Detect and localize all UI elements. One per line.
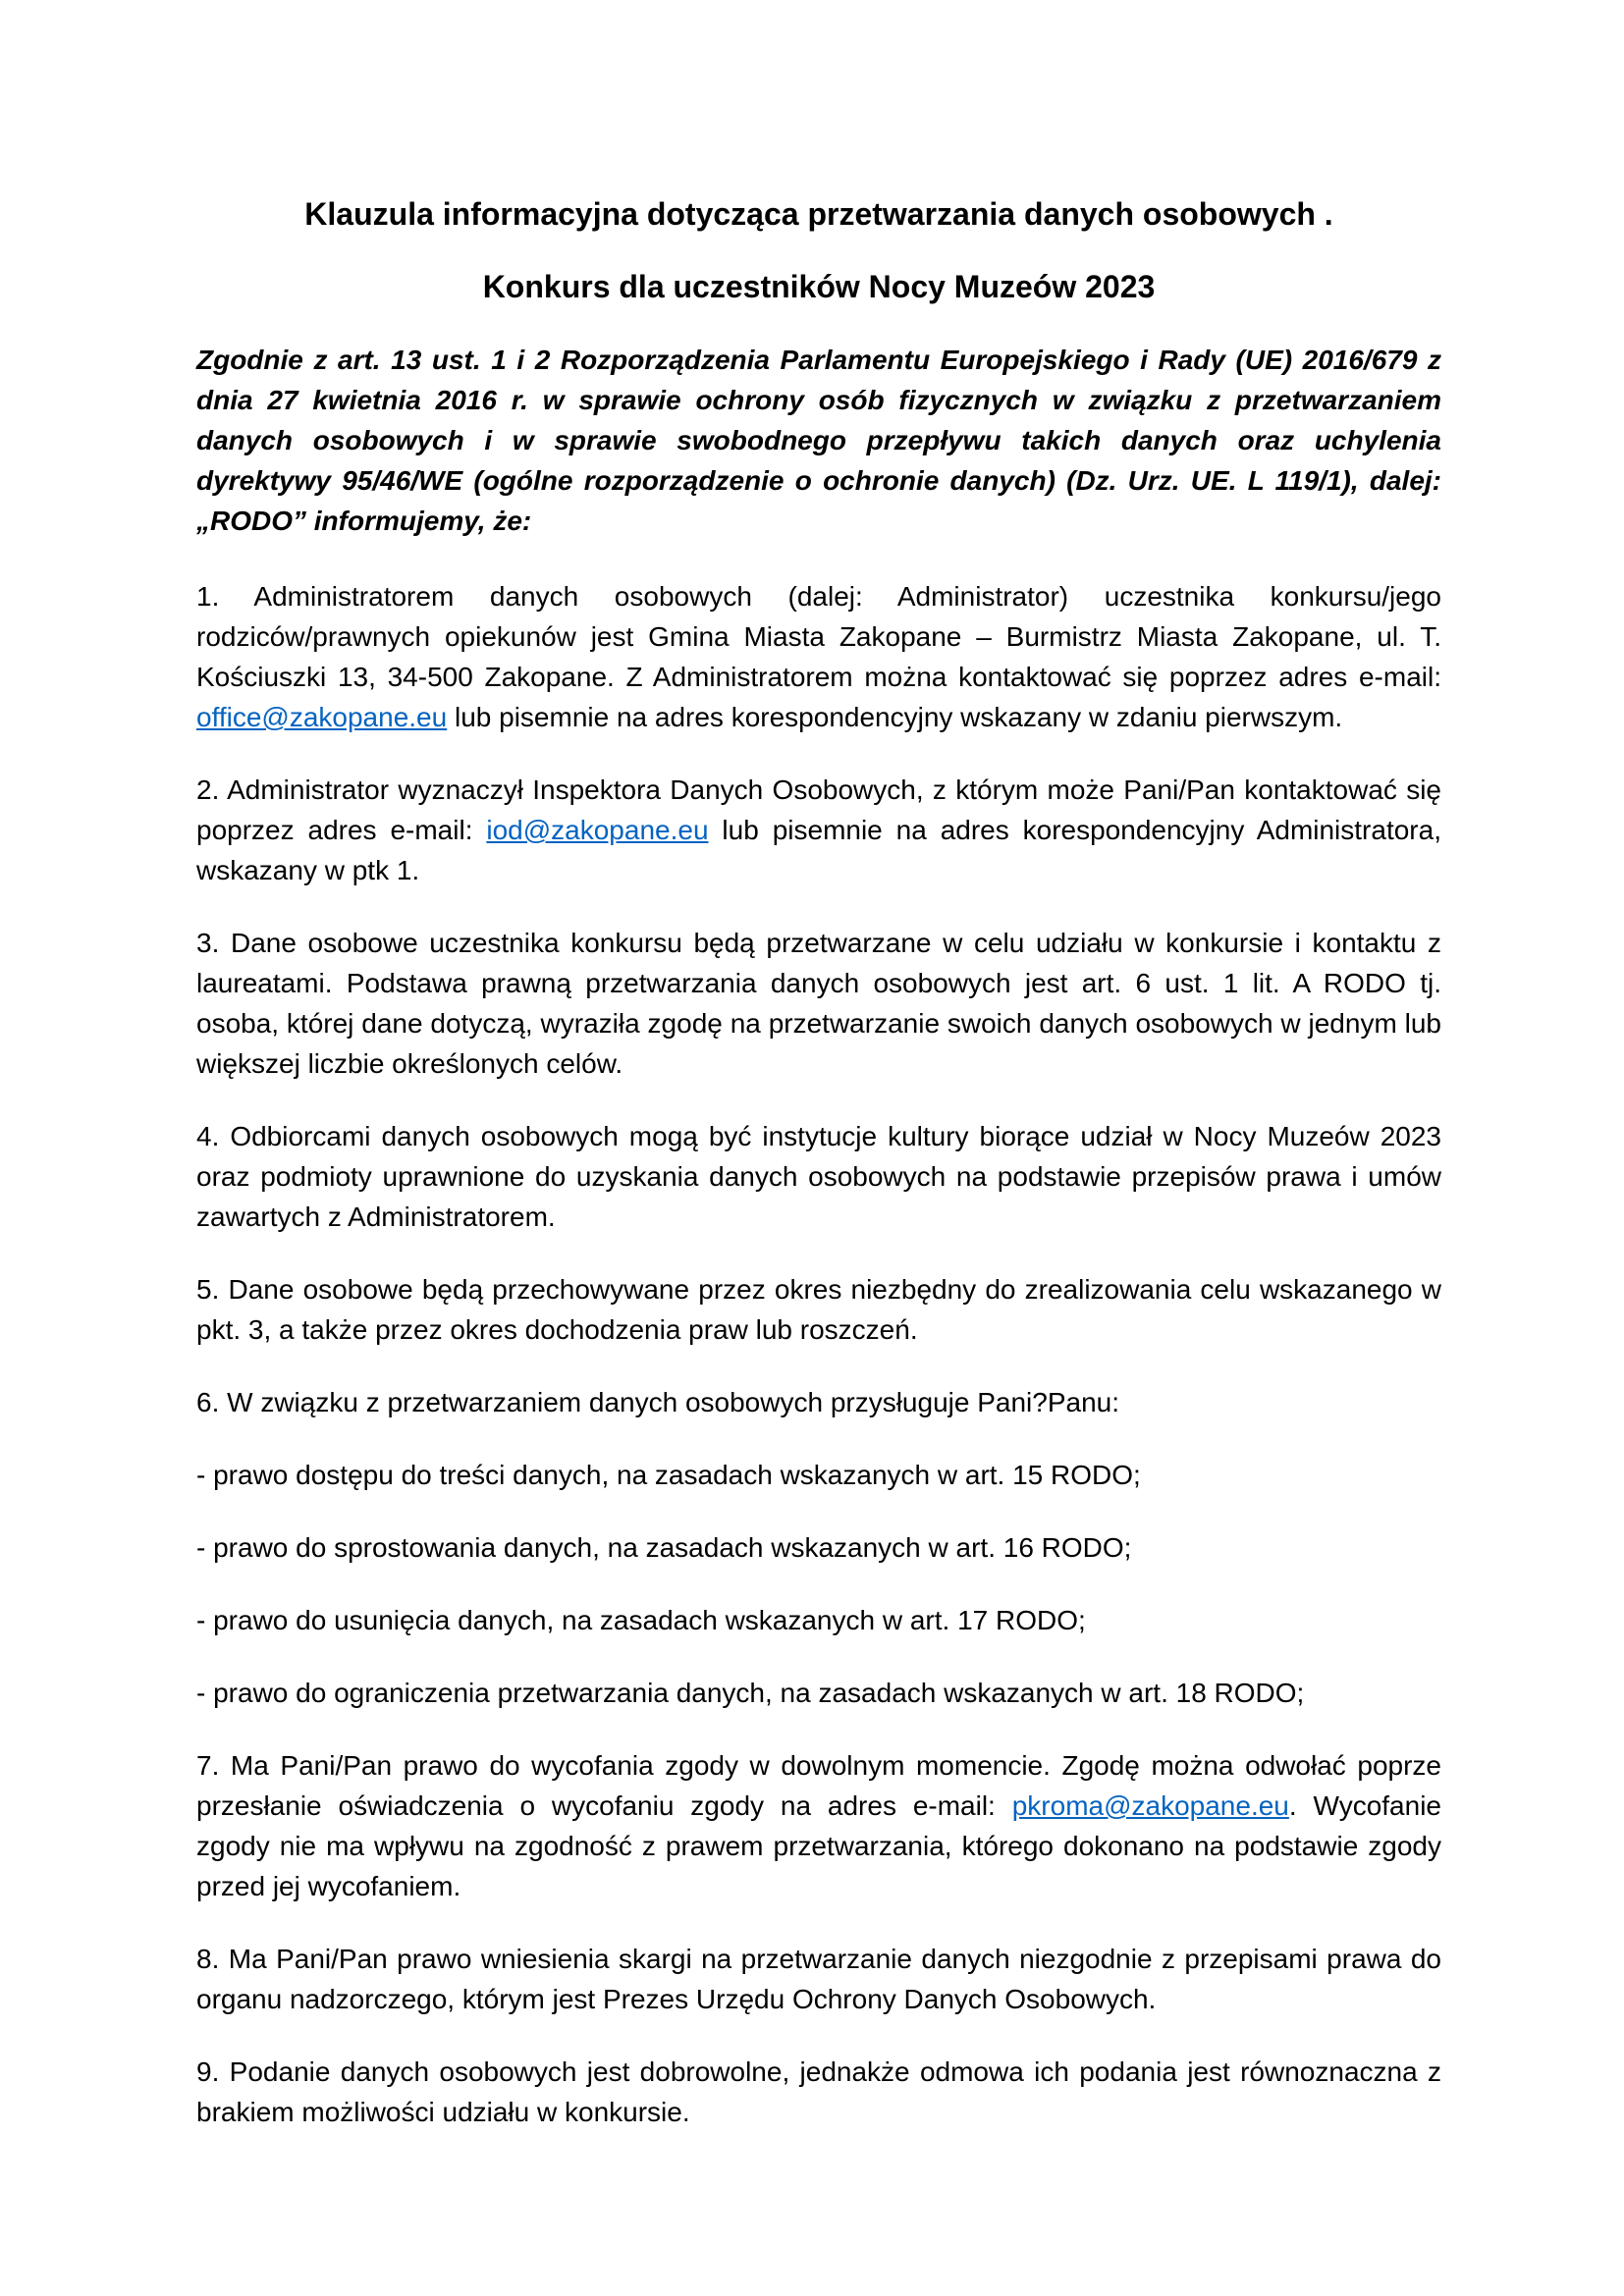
paragraph-text: 1. Administratorem danych osobowych (dalej: Administrator) uczestnika konkursu/jego rodziców/prawnych opiekunów jest Gmina Miasta Zakopane – Burmistrz Miasta Zakopane, ul. T. Kościuszki 13, 34-500 Zakopane. Z Administratorem można kontaktować się poprzez adres e-mail: bbox=[196, 581, 1441, 692]
paragraph-text: 7. Ma Pani/Pan prawo do wycofania zgody w dowolnym momencie. Zgodę można odwołać poprze przesłanie oświadczenia o wycofaniu zgody na adres e-mail: bbox=[196, 1750, 1441, 1821]
paragraph-text: lub pisemnie na adres korespondencyjny Administratora, wskazany w ptk 1. bbox=[196, 815, 1441, 885]
rights-item-access: - prawo dostępu do treści danych, na zasadach wskazanych w art. 15 RODO; bbox=[196, 1460, 1141, 1490]
document-subtitle: Konkurs dla uczestników Nocy Muzeów 2023 bbox=[482, 269, 1156, 304]
rights-item-rectification: - prawo do sprostowania danych, na zasadach wskazanych w art. 16 RODO; bbox=[196, 1532, 1132, 1563]
office-email-link[interactable]: office@zakopane.eu bbox=[196, 702, 448, 732]
paragraph-retention: 5. Dane osobowe będą przechowywane przez okres niezbędny do zrealizowania celu wskazanego w pkt. 3, a także przez okres dochodzenia praw lub roszczeń. bbox=[196, 1274, 1441, 1345]
paragraph-text: . Wycofanie zgody nie ma wpływu na zgodność z prawem przetwarzania, którego dokonano na podstawie zgody przed jej wycofaniem. bbox=[196, 1790, 1441, 1901]
rights-item-erasure: - prawo do usunięcia danych, na zasadach wskazanych w art. 17 RODO; bbox=[196, 1605, 1086, 1635]
paragraph-consent-withdrawal bbox=[196, 1745, 1441, 1906]
paragraph-text: lub pisemnie na adres korespondencyjny wskazany w zdaniu pierwszym. bbox=[447, 702, 1343, 732]
paragraph-voluntary: 9. Podanie danych osobowych jest dobrowolne, jednakże odmowa ich podania jest równoznaczna z brakiem możliwości udziału w konkursie. bbox=[196, 2056, 1441, 2127]
paragraph-administrator bbox=[196, 576, 1441, 737]
pkroma-email-link[interactable]: pkroma@zakopane.eu bbox=[1011, 1790, 1289, 1821]
paragraph-text: 2. Administrator wyznaczył Inspektora Danych Osobowych, z którym może Pani/Pan kontaktować się poprzez adres e-mail: bbox=[196, 774, 1441, 845]
iod-email-link[interactable]: iod@zakopane.eu bbox=[486, 815, 709, 845]
paragraph-data-inspector bbox=[196, 770, 1441, 890]
document-title: Klauzula informacyjna dotycząca przetwarzania danych osobowych . bbox=[304, 196, 1333, 232]
paragraph-processing-purpose: 3. Dane osobowe uczestnika konkursu będą przetwarzane w celu udziału w konkursie i kontaktu z laureatami. Podstawa prawną przetwarzania danych osobowych jest art. 6 ust. 1 lit. A RODO tj. osoba, której dane dotyczą, wyraziła zgodę na przetwarzanie swoich danych osobowych w jednym lub większej liczbie określonych celów. bbox=[196, 928, 1441, 1079]
document-page bbox=[196, 194, 1441, 2164]
paragraph-complaint: 8. Ma Pani/Pan prawo wniesienia skargi na przetwarzanie danych niezgodnie z przepisami prawa do organu nadzorczego, którym jest Prezes Urzędu Ochrony Danych Osobowych. bbox=[196, 1944, 1441, 2014]
legal-basis-intro: Zgodnie z art. 13 ust. 1 i 2 Rozporządzenia Parlamentu Europejskiego i Rady (UE) 2016/679 z dnia 27 kwietnia 2016 r. w sprawie ochrony osób fizycznych w związku z przetwarzaniem danych osobowych i w sprawie swobodnego przepływu takich danych oraz uchylenia dyrektywy 95/46/WE (ogólne rozporządzenie o ochronie danych) (Dz. Urz. UE. L 119/1), dalej: „RODO” informujemy, że: bbox=[196, 345, 1441, 536]
paragraph-recipients: 4. Odbiorcami danych osobowych mogą być instytucje kultury biorące udział w Nocy Muzeów 2023 oraz podmioty uprawnione do uzyskania danych osobowych na podstawie przepisów prawa i umów zawartych z Administratorem. bbox=[196, 1121, 1441, 1232]
rights-item-restriction: - prawo do ograniczenia przetwarzania danych, na zasadach wskazanych w art. 18 RODO; bbox=[196, 1678, 1305, 1708]
paragraph-rights-heading: 6. W związku z przetwarzaniem danych osobowych przysługuje Pani?Panu: bbox=[196, 1387, 1120, 1417]
